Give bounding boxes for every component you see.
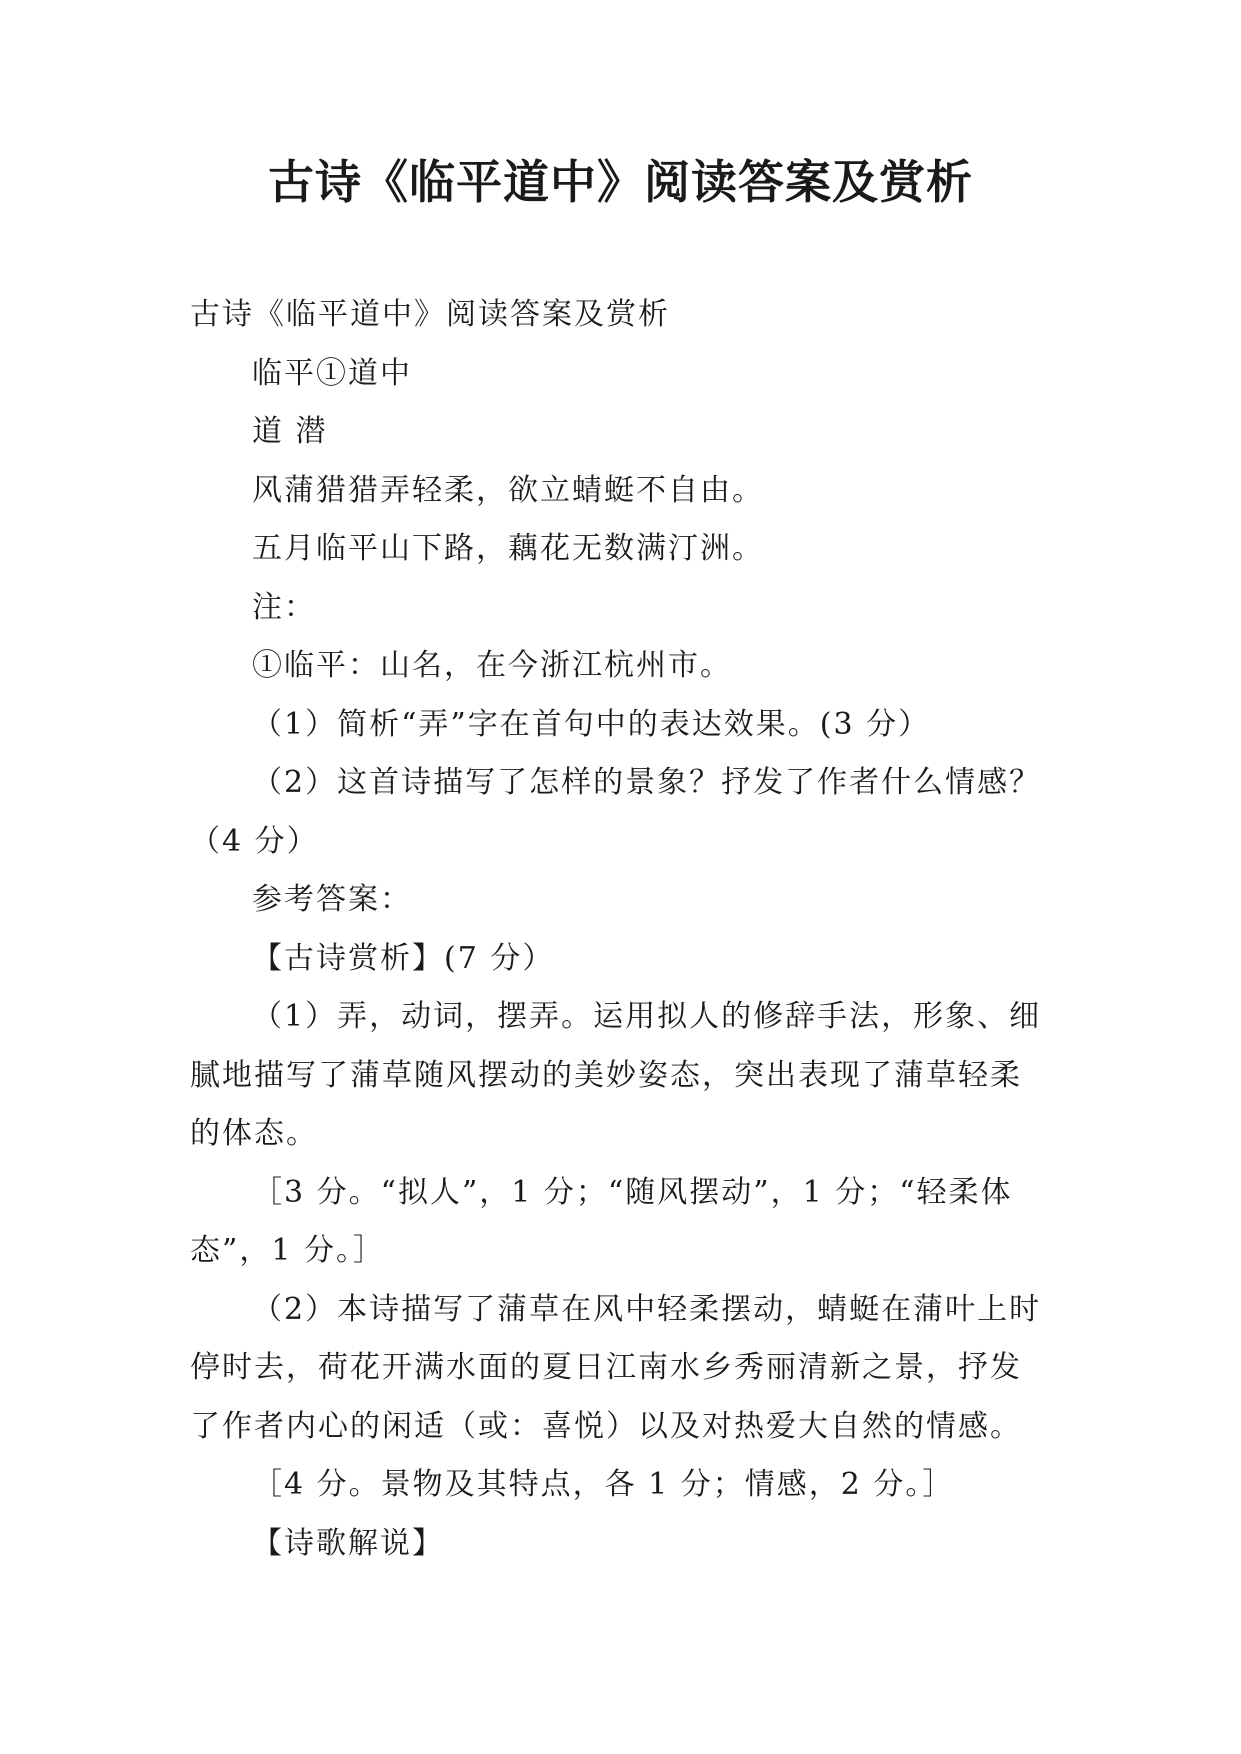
question-1: （1）简析“弄”字在首句中的表达效果。(3 分） (252, 706, 931, 742)
answer-2: （2）本诗描写了蒲草在风中轻柔摆动，蜻蜓在蒲叶上时停时去，荷花开满水面的夏日江南水乡秀丽清新之景，抒发了作者内心的闲适（或：喜悦）以及对热爱大自然的情感。 (190, 1291, 1042, 1444)
scoring-2: ［4 分。景物及其特点，各 1 分；情感，2 分。］ (252, 1467, 955, 1502)
section-heading: 【古诗赏析】(7 分） (252, 940, 555, 976)
poem-line: 五月临平山下路，藕花无数满汀洲。 (252, 531, 764, 566)
answer-1: （1）弄，动词，摆弄。运用拟人的修辞手法，形象、细腻地描写了蒲草随风摆动的美妙姿态，突出表现了蒲草轻柔的体态。 (190, 999, 1042, 1151)
note-heading: 注： (252, 589, 316, 625)
note-text: ①临平：山名，在今浙江杭州市。 (252, 648, 732, 683)
document-body (190, 286, 1050, 1573)
answer-heading: 参考答案： (252, 882, 412, 917)
scoring-1: ［3 分。“拟人”，1 分；“随风摆动”，1 分；“轻柔体态”，1 分。］ (190, 1174, 1013, 1268)
poem-author: 道 潜 (252, 414, 328, 449)
document-title: 古诗《临平道中》阅读答案及赏析 (268, 155, 973, 209)
poem-title: 临平①道中 (252, 355, 412, 391)
poem-line: 风蒲猎猎弄轻柔，欲立蜻蜓不自由。 (252, 472, 764, 508)
subtitle: 古诗《临平道中》阅读答案及赏析 (190, 297, 670, 332)
question-2: （2）这首诗描写了怎样的景象？抒发了作者什么情感？（4 分） (190, 765, 1042, 859)
section-heading: 【诗歌解说】 (252, 1525, 444, 1561)
